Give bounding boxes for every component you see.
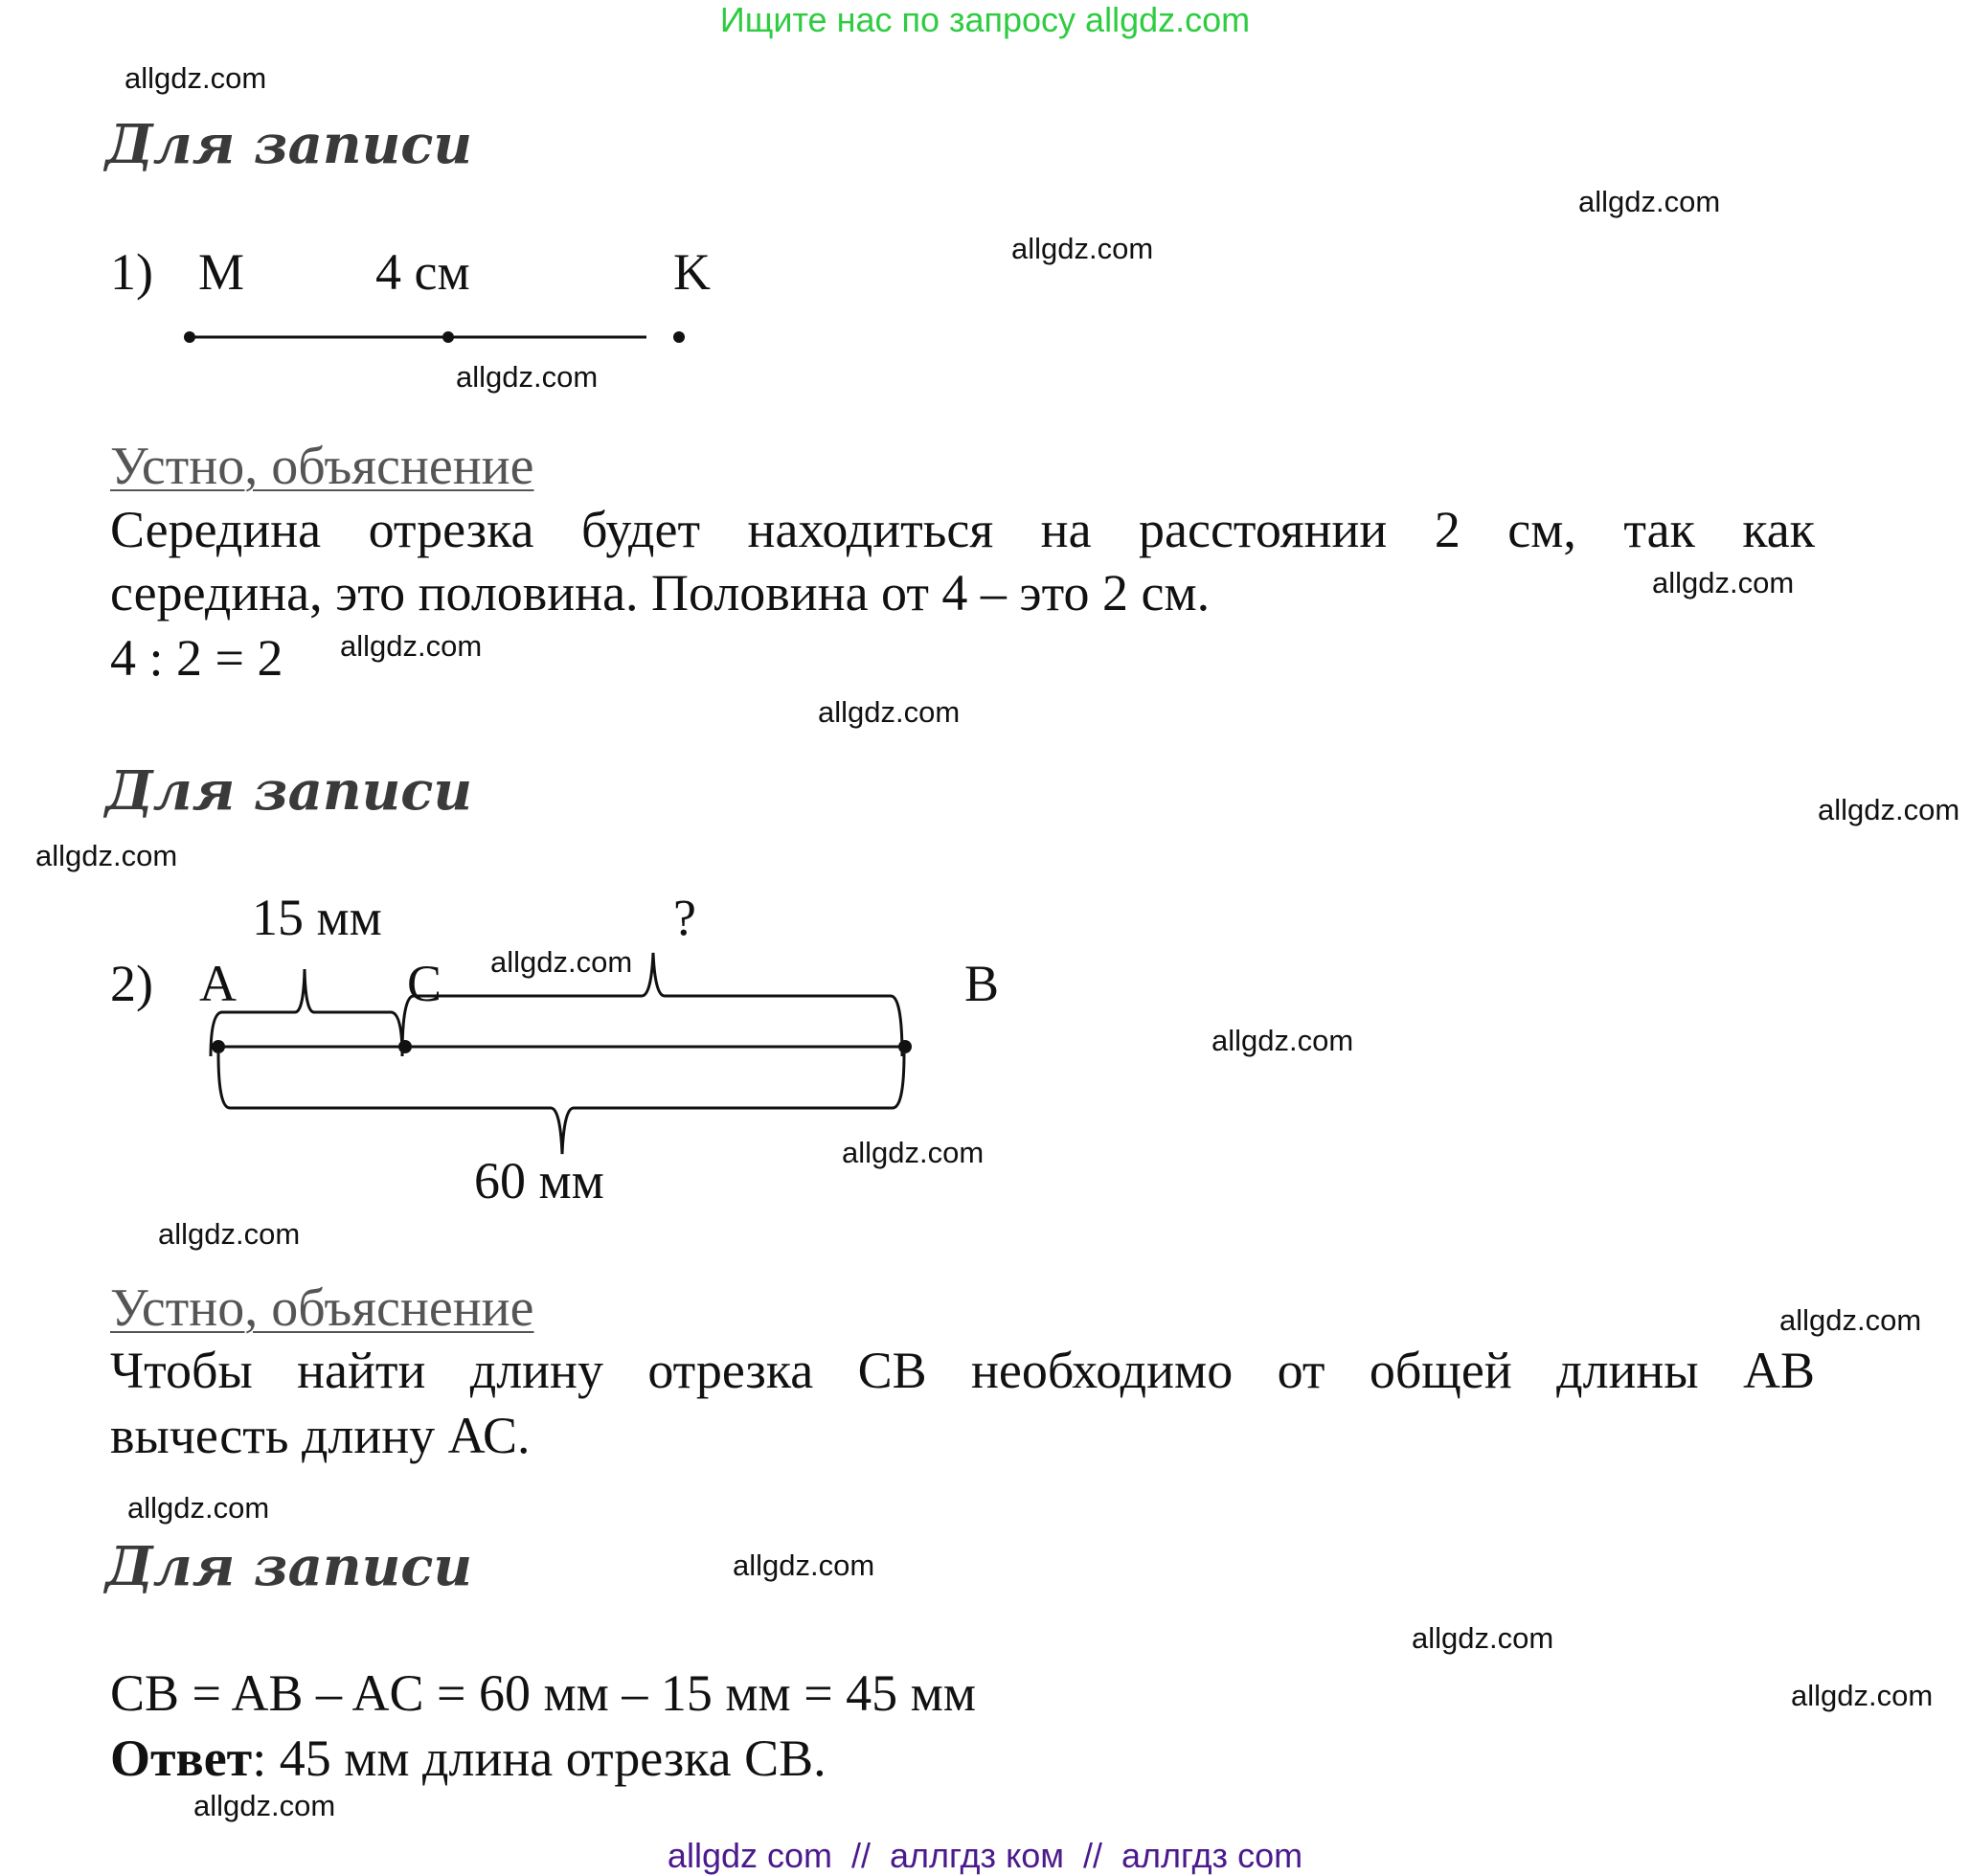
watermark: allgdz.com	[1779, 1303, 1922, 1337]
watermark: allgdz.com	[35, 839, 178, 872]
segment-ac-length-label: 15 мм	[252, 889, 382, 946]
watermark: allgdz.com	[490, 945, 633, 979]
explanation-line: вычесть длину АС.	[110, 1407, 531, 1464]
task-number: 1)	[110, 243, 153, 301]
equation: CB = AB – AC = 60 мм – 15 мм = 45 мм	[110, 1664, 976, 1722]
watermark: allgdz.com	[193, 1789, 336, 1822]
watermark: allgdz.com	[127, 1491, 270, 1525]
point-midpoint	[442, 331, 454, 343]
point-m	[184, 331, 195, 343]
section-subheading: Устно, объяснение	[110, 1278, 534, 1338]
answer	[110, 1729, 826, 1788]
point-a	[212, 1040, 225, 1053]
explanation-line: Середина отрезка будет находиться на расстоянии 2 см, так как	[110, 501, 1815, 558]
watermark: allgdz.com	[1578, 185, 1721, 218]
watermark: allgdz.com	[456, 360, 599, 394]
watermark: allgdz.com	[818, 695, 961, 729]
brace-ab	[218, 1053, 904, 1154]
point-c	[398, 1040, 412, 1053]
watermark: allgdz.com	[1652, 566, 1795, 599]
explanation-line: середина, это половина. Половина от 4 – это 2 см.	[110, 564, 1211, 622]
answer-label: Ответ	[110, 1729, 253, 1787]
watermark: allgdz.com	[733, 1548, 875, 1582]
formula: 4 : 2 = 2	[110, 629, 283, 687]
point-label-m: M	[198, 243, 245, 301]
segment-ab-length-label: 60 мм	[474, 1152, 604, 1209]
segment-length-label: 4 см	[375, 243, 470, 301]
section-heading: Для записи	[105, 113, 473, 176]
watermark: allgdz.com	[1818, 793, 1960, 826]
point-b	[898, 1040, 912, 1053]
unknown-length-label: ?	[673, 889, 696, 946]
section-heading: Для записи	[105, 759, 473, 823]
search-banner: Ищите нас по запросу allgdz.com	[719, 0, 1251, 39]
watermark: allgdz.com	[1211, 1024, 1354, 1057]
watermark: allgdz.com	[1412, 1621, 1554, 1655]
point-label-k: K	[673, 243, 711, 301]
watermark: allgdz.com	[125, 61, 267, 95]
point-label-a: A	[199, 955, 237, 1012]
point-label-c: C	[407, 955, 442, 1012]
section-heading: Для записи	[105, 1535, 473, 1598]
footer-links: allgdz com // аллгдз ком // аллгдз com	[667, 1836, 1303, 1875]
watermark: allgdz.com	[1791, 1679, 1934, 1712]
brace-ac	[211, 969, 402, 1056]
point-k	[673, 331, 685, 343]
watermark: allgdz.com	[842, 1136, 985, 1169]
point-label-b: B	[964, 955, 1000, 1012]
section-subheading: Устно, объяснение	[110, 437, 534, 496]
brace-cb	[402, 953, 902, 1056]
watermark: allgdz.com	[158, 1217, 301, 1251]
explanation-line: Чтобы найти длину отрезка СВ необходимо от общей длины АВ	[110, 1342, 1815, 1399]
answer-text: : 45 мм длина отрезка СВ.	[252, 1729, 826, 1787]
task-number: 2)	[110, 955, 153, 1012]
watermark: allgdz.com	[1011, 232, 1154, 265]
watermark: allgdz.com	[340, 629, 483, 663]
